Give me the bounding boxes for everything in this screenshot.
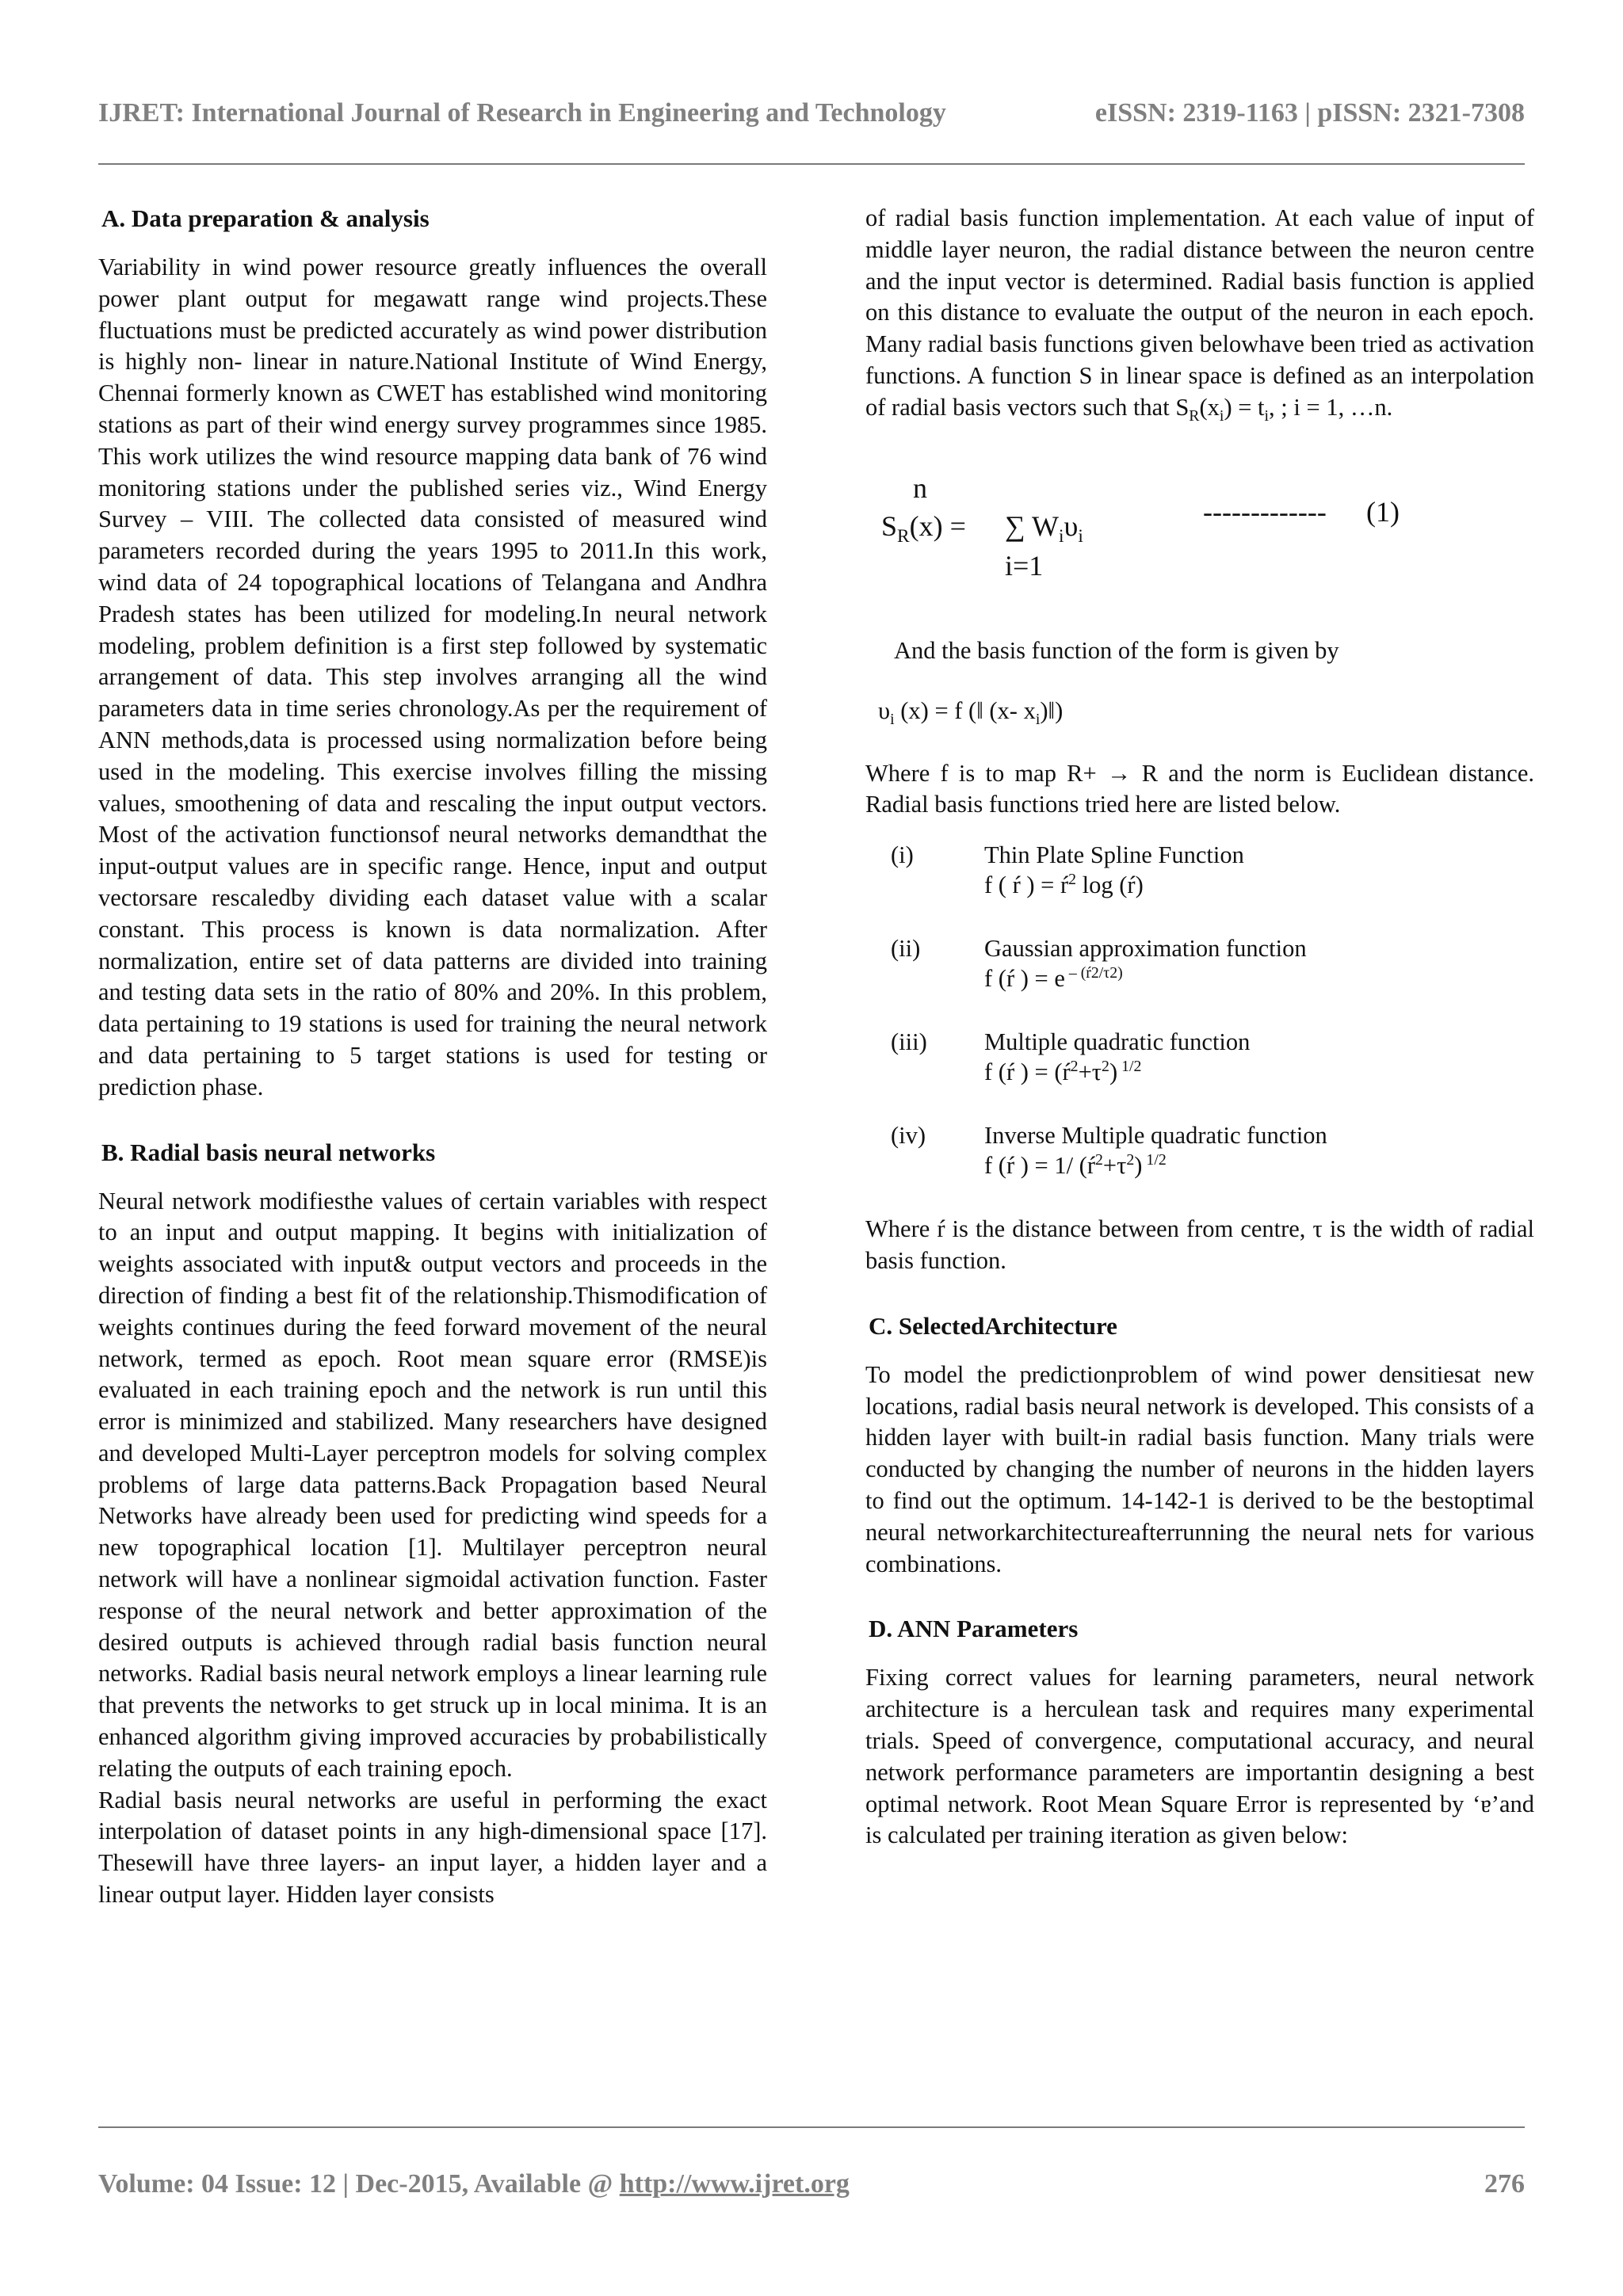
section-b-title: B. Radial basis neural networks <box>101 1138 436 1166</box>
section-b-text-1: Neural network modifiesthe values of certain variables with respect to an input and output mapping. It begins with initialization of weights associated with input& output vectors and proceeds in the direction of finding a best fit of the relationship.Thismodification of weights continues during the feed forward movement of the neural network, termed as epoch. Root mean square error (RMSE)is evaluated in each training epoch and the network is run until this error is minimized and stabilized. Many researchers have designed and developed Multi-Layer perceptron models for solving complex problems of large data patterns.Back Propagation based Neural Networks have already been used for predicting wind speeds for a new topographical location [1]. Multilayer perceptron neural network will have a nonlinear sigmoidal activation function. Faster response of the neural network and better approximation of the desired outputs is achieved through radial basis function neural networks. Radial basis neural network employs a linear learning rule that prevents the networks to get struck up in local minima. It is an enhanced algorithm giving improved accuracies by probabilistically relating the outputs of each training epoch. <box>98 1187 767 1782</box>
section-d-text: Fixing correct values for learning parameters, neural network architecture is a herculean task and requires many experimental trials. Speed of convergence, computational accuracy, and neural network performance parameters are importantin designing a best optimal network. Root Mean Square Error is represented by ‘ɐ’and is calculated per training iteration as given below: <box>865 1664 1534 1849</box>
arrow-icon: → <box>1106 759 1132 787</box>
basis-equation: $\upsilon_i$ (x) = f (‖ (x- $x_i)‖$) <box>878 696 1064 728</box>
footer-rule <box>98 2126 1525 2128</box>
section-a-title: A. Data preparation & analysis <box>101 204 430 232</box>
function-item: (iv) Inverse Multiple quadratic function f (ŕ ) = 1/ $(ŕ^2+\tau^2)$ $^{1/2}$ <box>891 1122 1327 1180</box>
page-number: 276 <box>1484 2169 1525 2199</box>
function-item: (ii) Gaussian approximation function f (ŕ ) = e $^{- (ŕ2/\tau 2)}$ <box>891 935 1307 993</box>
section-d-title: D. ANN Parameters <box>869 1615 1079 1643</box>
journal-link[interactable]: http://www.ijret.org <box>619 2169 850 2199</box>
journal-title: IJRET: International Journal of Research in Engineering and Technology <box>98 98 946 128</box>
footer-volume: Volume: 04 Issue: 12 | Dec-2015, Available @ http://www.ijret.org <box>98 2169 850 2199</box>
footer <box>98 2169 1525 2199</box>
left-column <box>98 203 767 1911</box>
section-a-text: Variability in wind power resource greatly influences the overall power plant output for megawatt range wind projects.These fluctuations must be predicted accurately as wind power distribution is highly non- linear in nature.National Institute of Wind Energy, Chennai formerly known as CWET has established wind monitoring stations as part of their wind energy survey programmes since 1985. This work utilizes the wind resource mapping data bank of 76 wind monitoring stations under the published series viz., Wind Energy Survey – VIII. The collected data consisted of measured wind parameters recorded during the years 1995 to 2011.In this work, wind data of 24 topographical locations of Telangana and Andhra Pradesh states has been utilized for modeling.In neural network modeling, problem definition is a first step followed by systematic arrangement of data. This step involves arranging all the wind parameters data in time series chronology.As per the requirement of ANN methods,data is processed using normalization before being used in the modeling. This exercise involves filling the missing values, smoothening of data and rescaling the input output vectors. Most of the activation functionsof neural networks demandthat the input-output values are in specific range. Hence, input and output vectorsare rescaledby dividing each dataset value with a scalar constant. This process is known is data normalization. After normalization, entire set of data patterns are divided into training and testing data sets in the ratio of 80% and 20%. In this problem, data pertaining to 19 stations is used for training the neural network and data pertaining to 5 target stations is used for testing or prediction phase. <box>98 254 767 1100</box>
norm-description: Where f is to map R+ → R and the norm is Euclidean distance. Radial basis functions tried here are listed below. <box>865 759 1534 818</box>
function-item: (iii) Multiple quadratic function f (ŕ ) = $(ŕ^2+\tau^2)$ $^{1/2}$ <box>891 1028 1251 1086</box>
equation-number: (1) <box>1366 495 1400 528</box>
width-description: Where ŕ is the distance between from centre, τ is the width of radial basis function. <box>865 1215 1534 1274</box>
header-rule <box>98 163 1525 165</box>
function-item: (i) Thin Plate Spline Function f ( ŕ ) = $ŕ^2$ log (ŕ) <box>891 841 1244 899</box>
right-column <box>865 203 1534 1852</box>
section-c-title: C. SelectedArchitecture <box>869 1311 1117 1340</box>
section-b-continued: of radial basis function implementation. At each value of input of middle layer neuron, the radial distance between the neuron centre and the input vector is determined. Radial basis function is applied on this distance to evaluate the output of the neuron in each epoch. Many radial basis functions given belowhave been tried as activation functions. A function S in linear space is defined as an interpolation of radial basis vectors such that $S_R(x_i) = t_i$, ; i = 1, …n. <box>865 204 1534 425</box>
section-c-text: To model the predictionproblem of wind power densitiesat new locations, radial basis neural network is developed. This consists of a hidden layer with built-in radial basis function. Many trials were conducted by changing the number of neurons in the hidden layers to find out the optimum. 14-142-1 is derived to be the bestoptimal neural networkarchitectureafterrunning the neural nets for various combinations. <box>865 1360 1534 1577</box>
section-b-text-2: Radial basis neural networks are useful in performing the exact interpolation of dataset points in any high-dimensional space [17]. Thesewill have three layers- an input layer, a hidden layer and a linear output layer. Hidden layer consists <box>98 1786 767 1909</box>
issn: eISSN: 2319-1163 | pISSN: 2321-7308 <box>1094 98 1525 128</box>
equation-1: n $S_R(x)$ = ∑ $W_i\upsilon_i$ i=1 ------------- (1) <box>881 471 1400 582</box>
running-header <box>98 98 1525 136</box>
basis-intro: And the basis function of the form is given by <box>894 636 1339 664</box>
